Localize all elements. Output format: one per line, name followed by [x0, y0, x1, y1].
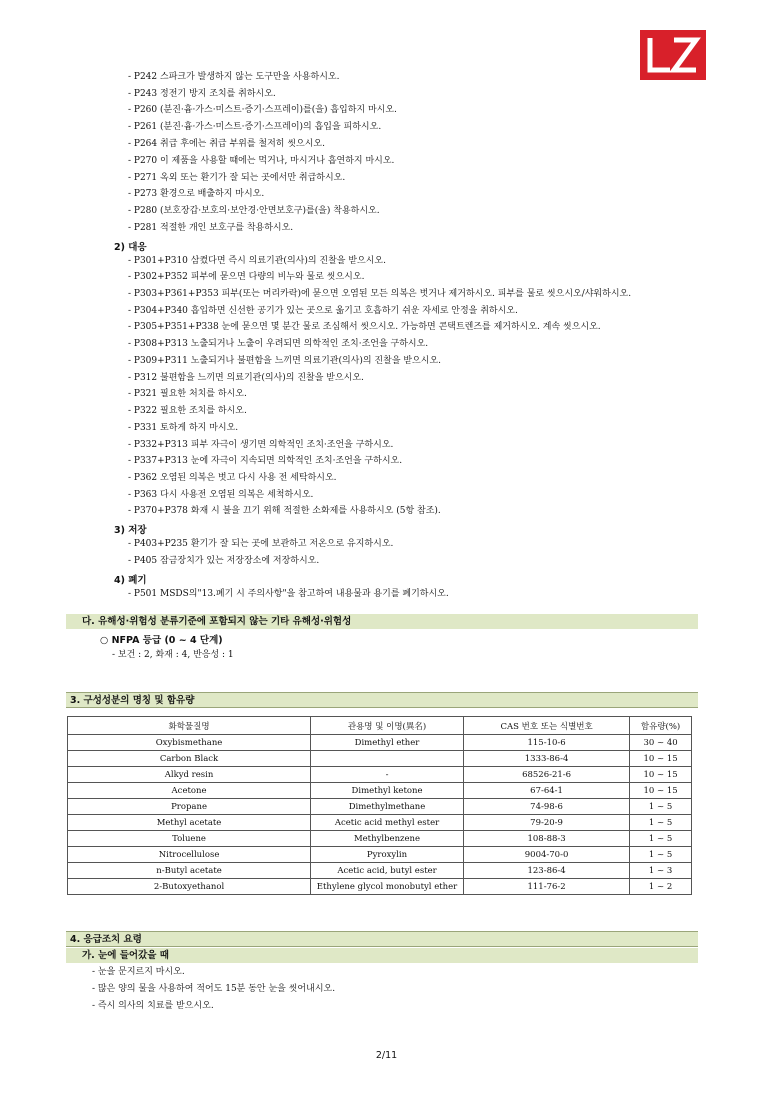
- cell: Pyroxylin: [311, 847, 464, 863]
- precaution-line: - P302+P352 피부에 묻으면 다량의 비누와 물로 씻으시오.: [128, 272, 365, 282]
- table-row: [68, 879, 692, 895]
- cell: 10 ~ 15: [630, 767, 692, 783]
- precaution-line: - P281 적절한 개인 보호구를 착용하시오.: [128, 223, 294, 233]
- precaution-line: - P363 다시 사용전 오염된 의복은 세척하시오.: [128, 490, 314, 500]
- nfpa-value: - 보건 : 2, 화재 : 4, 반응성 : 1: [112, 650, 234, 660]
- cell: Oxybismethane: [68, 735, 311, 751]
- precaution-line: - P370+P378 화재 시 불을 끄기 위해 적절한 소화제를 사용하시오 (5항 참조).: [128, 506, 441, 516]
- first-aid-heading: 4. 응급조치 요령: [66, 931, 698, 947]
- composition-heading: 3. 구성성분의 명칭 및 함유량: [66, 692, 698, 708]
- precaution-line: - P332+P313 피부 자극이 생기면 의학적인 조치·조언을 구하시오.: [128, 440, 394, 450]
- precaution-line: - P337+P313 눈에 자극이 지속되면 의학적인 조치·조언을 구하시오.: [128, 456, 403, 466]
- precaution-line: - P270 이 제품을 사용할 때에는 먹거나, 마시거나 흡연하지 마시오.: [128, 156, 395, 166]
- precaution-line: - P280 (보호장갑·보호의·보안경·안면보호구)를(을) 착용하시오.: [128, 206, 380, 216]
- cell: 79-20-9: [463, 815, 629, 831]
- cell: 9004-70-0: [463, 847, 629, 863]
- cell: 10 ~ 15: [630, 751, 692, 767]
- precaution-line: - P273 환경으로 배출하지 마시오.: [128, 189, 265, 199]
- column-header: 화학물질명: [68, 717, 311, 735]
- cell: 111-76-2: [463, 879, 629, 895]
- table-row: [68, 831, 692, 847]
- table-header-row: [68, 717, 692, 735]
- cell: 123-86-4: [463, 863, 629, 879]
- cell: 67-64-1: [463, 783, 629, 799]
- precaution-line: - P261 (분진·흄·가스·미스트·증기·스프레이)의 흡입을 피하시오.: [128, 122, 382, 132]
- cell: 1 ~ 5: [630, 799, 692, 815]
- precaution-line: - P301+P310 삼켰다면 즉시 의료기관(의사)의 진찰을 받으시오.: [128, 256, 386, 266]
- precaution-line: - P405 잠금장치가 있는 저장장소에 저장하시오.: [128, 556, 320, 566]
- cell: 115-10-6: [463, 735, 629, 751]
- column-header: 함유량(%): [630, 717, 692, 735]
- cell: Carbon Black: [68, 751, 311, 767]
- precaution-line: - P501 MSDS의"13.폐기 시 주의사항"을 참고하여 내용물과 용기를 폐기하시오.: [128, 589, 449, 599]
- cell: 1 ~ 5: [630, 815, 692, 831]
- table-row: [68, 799, 692, 815]
- cell: Toluene: [68, 831, 311, 847]
- first-aid-line: - 많은 양의 물을 사용하여 적어도 15분 동안 눈을 씻어내시오.: [92, 984, 336, 994]
- response-heading: 2) 대응: [114, 242, 147, 253]
- first-aid-line: - 즉시 의사의 치료를 받으시오.: [92, 1001, 214, 1011]
- table-row: [68, 863, 692, 879]
- cell: Dimethyl ether: [311, 735, 464, 751]
- cell: 74-98-6: [463, 799, 629, 815]
- cell: Ethylene glycol monobutyl ether: [311, 879, 464, 895]
- cell: 10 ~ 15: [630, 783, 692, 799]
- cell: Dimethylmethane: [311, 799, 464, 815]
- disposal-heading: 4) 폐기: [114, 575, 147, 586]
- cell: Dimethyl ketone: [311, 783, 464, 799]
- column-header: CAS 번호 또는 식별번호: [463, 717, 629, 735]
- cell: 30 ~ 40: [630, 735, 692, 751]
- table-row: [68, 735, 692, 751]
- precaution-line: - P304+P340 흡입하면 신선한 공기가 있는 곳으로 옮기고 호흡하기 쉬운 자세로 안정을 취하시오.: [128, 306, 518, 316]
- precaution-line: - P322 필요한 조치를 하시오.: [128, 406, 247, 416]
- cell: Methylbenzene: [311, 831, 464, 847]
- precaution-line: - P305+P351+P338 눈에 묻으면 몇 분간 물로 조심해서 씻으시오. 가능하면 콘택트렌즈를 제거하시오. 계속 씻으시오.: [128, 322, 601, 332]
- precaution-line: - P243 정전기 방지 조치를 취하시오.: [128, 89, 276, 99]
- precaution-line: - P264 취급 후에는 취급 부위를 철저히 씻으시오.: [128, 139, 325, 149]
- company-logo: [640, 30, 706, 80]
- table-row: [68, 847, 692, 863]
- precaution-line: - P271 옥외 또는 환기가 잘 되는 곳에서만 취급하시오.: [128, 173, 346, 183]
- cell: 108-88-3: [463, 831, 629, 847]
- cell: Alkyd resin: [68, 767, 311, 783]
- table-row: [68, 783, 692, 799]
- precaution-line: - P403+P235 환기가 잘 되는 곳에 보관하고 저온으로 유지하시오.: [128, 539, 394, 549]
- table-row: [68, 767, 692, 783]
- cell: Acetic acid methyl ester: [311, 815, 464, 831]
- precaution-line: - P242 스파크가 발생하지 않는 도구만을 사용하시오.: [128, 72, 340, 82]
- nfpa-heading: ○ NFPA 등급 (0 ~ 4 단계): [100, 635, 223, 646]
- page-number: 2/11: [375, 1050, 398, 1061]
- cell: 1 ~ 3: [630, 863, 692, 879]
- eye-contact-heading: 가. 눈에 들어갔을 때: [66, 948, 698, 963]
- precaution-line: - P260 (분진·흄·가스·미스트·증기·스프레이)를(을) 흡입하지 마시오.: [128, 105, 397, 115]
- cell: 1 ~ 5: [630, 847, 692, 863]
- cell: 1 ~ 2: [630, 879, 692, 895]
- precaution-line: - P308+P313 노출되거나 노출이 우려되면 의학적인 조치·조언을 구하시오.: [128, 339, 429, 349]
- logo-mark-icon: [640, 30, 706, 80]
- column-header: 관용명 및 이명(異名): [311, 717, 464, 735]
- cell: 68526-21-6: [463, 767, 629, 783]
- cell: 2-Butoxyethanol: [68, 879, 311, 895]
- cell: 1 ~ 5: [630, 831, 692, 847]
- table-row: [68, 751, 692, 767]
- precaution-line: - P331 토하게 하지 마시오.: [128, 423, 239, 433]
- cell: -: [311, 767, 464, 783]
- table-row: [68, 815, 692, 831]
- composition-table: [67, 716, 692, 895]
- first-aid-line: - 눈을 문지르지 마시오.: [92, 967, 185, 977]
- cell: Propane: [68, 799, 311, 815]
- other-hazards-heading: 다. 유해성·위험성 분류기준에 포함되지 않는 기타 유해성·위험성: [66, 614, 698, 629]
- cell: n-Butyl acetate: [68, 863, 311, 879]
- precaution-line: - P321 필요한 처치를 하시오.: [128, 389, 247, 399]
- precaution-line: - P309+P311 노출되거나 불편함을 느끼면 의료기관(의사)의 진찰을 받으시오.: [128, 356, 442, 366]
- cell: [311, 751, 464, 767]
- precaution-line: - P362 오염된 의복은 벗고 다시 사용 전 세탁하시오.: [128, 473, 337, 483]
- precaution-line: - P312 불편함을 느끼면 의료기관(의사)의 진찰을 받으시오.: [128, 373, 364, 383]
- cell: Acetone: [68, 783, 311, 799]
- cell: Acetic acid, butyl ester: [311, 863, 464, 879]
- precaution-line: - P303+P361+P353 피부(또는 머리카락)에 묻으면 오염된 모든 의복은 벗거나 제거하시오. 피부를 물로 씻으시오/샤워하시오.: [128, 289, 632, 299]
- cell: Methyl acetate: [68, 815, 311, 831]
- cell: 1333-86-4: [463, 751, 629, 767]
- storage-heading: 3) 저장: [114, 525, 147, 536]
- cell: Nitrocellulose: [68, 847, 311, 863]
